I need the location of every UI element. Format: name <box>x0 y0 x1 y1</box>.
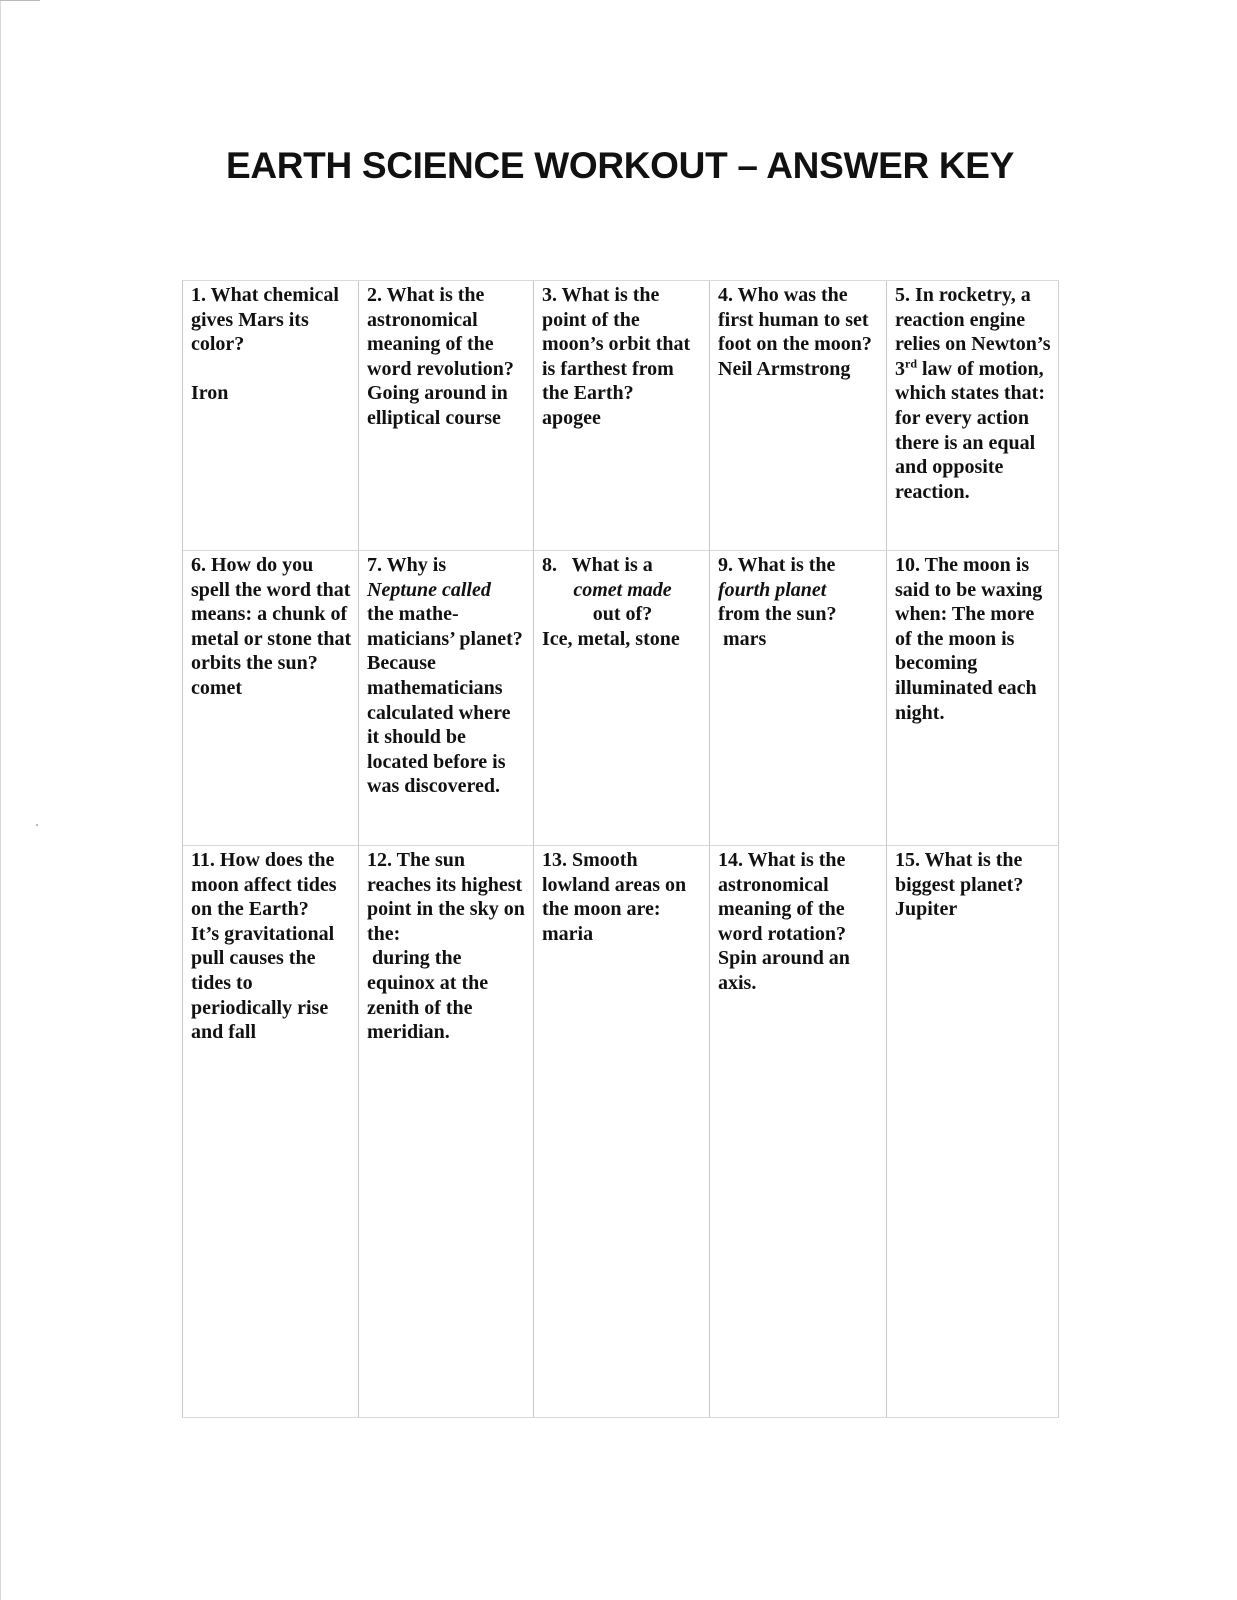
answer-text: It’s gravitational pull causes the tides to periodically rise and fall <box>191 922 335 1044</box>
answer-text: apogee <box>542 406 601 429</box>
scan-edge <box>0 0 1 1600</box>
answer-text: Ice, metal, stone <box>542 627 680 650</box>
question-text-continued: law of motion, which states that: <box>895 357 1045 405</box>
answer-text: for every action there is an equal and opposite reaction. <box>895 406 1036 503</box>
question-cell-5 <box>887 281 1059 551</box>
question-text: What chemical gives Mars its color? <box>191 284 339 356</box>
scan-speck <box>36 824 38 826</box>
question-number: 9. <box>718 554 733 576</box>
question-text-italic: comet made <box>573 578 672 601</box>
answer-text: Spin around an axis. <box>718 947 850 994</box>
question-cell-10 <box>887 551 1059 846</box>
answer-key-table <box>182 280 1059 1418</box>
question-number: 3. <box>542 284 557 306</box>
scan-edge-mark <box>0 0 40 1</box>
question-text: The moon is said to be waxing when: <box>895 554 1043 626</box>
page-title: EARTH SCIENCE WORKOUT – ANSWER KEY <box>225 145 1015 186</box>
question-number: 13. <box>542 849 567 871</box>
answer-text: Iron <box>191 382 229 405</box>
question-cell-8 <box>534 551 710 846</box>
question-number: 15. <box>895 849 920 871</box>
question-text-continued: the mathe- maticians’ planet? <box>367 603 523 650</box>
question-number: 6. <box>191 554 206 576</box>
question-text-italic: Neptune called <box>367 578 491 601</box>
question-text: Why is <box>386 554 447 576</box>
question-cell-3 <box>534 281 710 551</box>
question-text: Who was the first human to set foot on the moon? <box>718 284 872 356</box>
question-number: 5. <box>895 284 910 306</box>
question-cell-1 <box>183 281 359 551</box>
question-cell-12 <box>359 846 534 1417</box>
question-number: 11. <box>191 849 215 871</box>
question-number: 14. <box>718 849 743 871</box>
question-number: 10. <box>895 554 920 576</box>
question-number: 1. <box>191 284 206 306</box>
question-text: The sun reaches its highest point in the sky on the: <box>367 849 525 945</box>
question-text: What is the <box>737 554 836 576</box>
question-text-italic: fourth planet <box>718 578 827 601</box>
question-text: How do you spell the word that means: a chunk of metal or stone that orbits the sun? <box>191 554 352 675</box>
question-text: What is the astronomical meaning of the word rotation? <box>718 849 846 945</box>
question-cell-11 <box>183 846 359 1417</box>
question-text-continued: from the sun? <box>718 603 837 626</box>
answer-text: during the equinox at the zenith of the meridian. <box>367 947 489 1044</box>
question-cell-4 <box>710 281 887 551</box>
answer-text: comet <box>191 676 243 699</box>
ordinal-suffix: rd <box>905 356 917 371</box>
question-text-continued: out of? <box>592 603 653 626</box>
question-cell-13 <box>534 846 710 1417</box>
answer-text: maria <box>542 922 594 945</box>
question-cell-7 <box>359 551 534 846</box>
question-text: What is the astronomical meaning of the word revolution? <box>367 284 514 380</box>
question-number: 8. <box>542 554 557 576</box>
question-cell-15 <box>887 846 1059 1417</box>
answer-text: The more of the moon is becoming illuminated each night. <box>895 603 1037 724</box>
answer-text: Neil Armstrong <box>718 357 851 380</box>
question-cell-2 <box>359 281 534 551</box>
question-text: What is a <box>571 554 653 576</box>
answer-text: Because mathematicians calculated where it should be located before is was discovered. <box>367 652 511 798</box>
question-number: 4. <box>718 284 733 306</box>
question-text: Smooth lowland areas on the moon are: <box>542 849 687 921</box>
question-cell-14 <box>710 846 887 1417</box>
answer-text: mars <box>723 627 767 650</box>
question-text: What is the biggest planet? <box>895 849 1024 896</box>
question-number: 2. <box>367 284 382 306</box>
question-cell-6 <box>183 551 359 846</box>
question-number: 7. <box>367 554 382 576</box>
answer-text: Going around in elliptical course <box>367 382 508 429</box>
question-text: In rocketry, a reaction engine relies on Newton’s 3 <box>895 284 1051 380</box>
answer-text: Jupiter <box>895 898 958 921</box>
question-text: What is the point of the moon’s orbit that is farthest from the Earth? <box>542 284 691 405</box>
question-cell-9 <box>710 551 887 846</box>
question-number: 12. <box>367 849 392 871</box>
question-text: How does the moon affect tides on the Earth? <box>191 849 337 921</box>
